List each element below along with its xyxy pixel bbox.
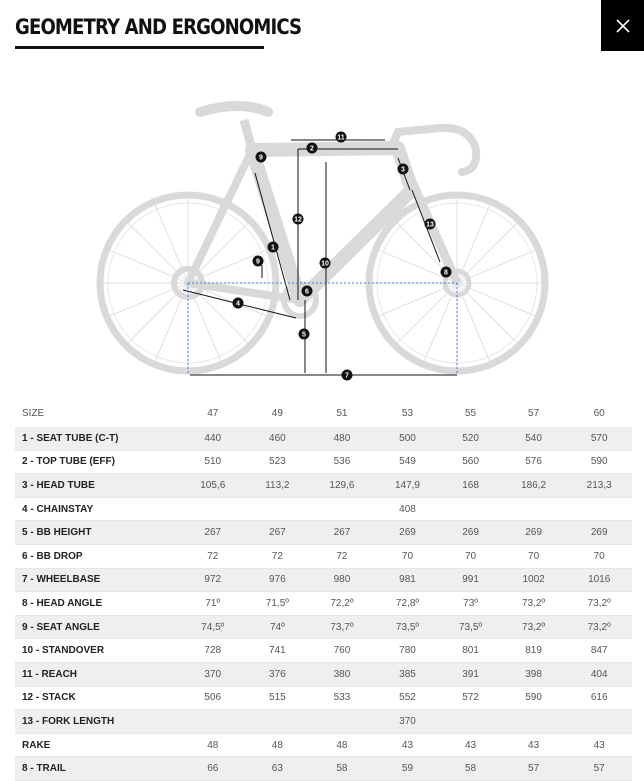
marker-12 [293,214,304,225]
row-label: 11 - REACH [15,662,180,686]
table-cell: 267 [180,521,246,545]
size-header: SIZE [22,407,45,419]
table-cell [440,710,501,734]
table-cell: 213,3 [566,474,632,498]
table-cell: 980 [309,568,375,592]
table-cell: 72 [246,544,310,568]
table-cell: 370 [375,710,441,734]
marker-5 [299,329,310,340]
table-cell: 147,9 [375,474,441,498]
marker-12-label: 12 [294,216,302,224]
table-cell: 572 [440,686,501,710]
table-row [15,662,632,686]
table-cell: 57 [566,757,632,781]
table-cell: 267 [309,521,375,545]
table-cell: 500 [375,427,441,450]
row-label: 8 - TRAIL [15,757,180,781]
table-cell: 570 [566,427,632,450]
table-cell: 819 [501,639,567,663]
table-cell: 73,2º [566,592,632,616]
table-cell: 576 [501,450,567,474]
size-col-header: 60 [593,407,605,419]
marker-2-label: 2 [310,145,314,153]
table-cell: 70 [501,544,567,568]
table-cell: 616 [566,686,632,710]
table-cell: 267 [246,521,310,545]
table-cell: 48 [180,733,246,757]
table-cell: 533 [309,686,375,710]
table-cell: 168 [440,474,501,498]
table-cell: 536 [309,450,375,474]
table-cell: 48 [246,733,310,757]
marker-1 [268,242,279,253]
row-label: 2 - TOP TUBE (EFF) [15,450,180,474]
measurement-lines [183,140,457,375]
page-header [15,12,348,42]
table-cell: 549 [375,450,441,474]
table-cell: 70 [440,544,501,568]
table-cell: 58 [440,757,501,781]
table-cell: 440 [180,427,246,450]
table-cell [440,497,501,521]
table-cell: 74,5º [180,615,246,639]
table-row [15,710,632,734]
table-cell: 590 [566,450,632,474]
table-row [15,568,632,592]
table-cell: 58 [309,757,375,781]
table-row [15,521,632,545]
marker-13 [425,219,436,230]
marker-7 [342,370,353,381]
table-cell: 48 [309,733,375,757]
table-cell: 269 [440,521,501,545]
table-row [15,450,632,474]
table-cell: 70 [566,544,632,568]
marker-4-label: 4 [236,300,240,308]
size-col-header: 51 [336,407,348,419]
table-header-row [15,399,632,427]
table-cell: 73,2º [501,615,567,639]
table-cell: 972 [180,568,246,592]
table-cell: 515 [246,686,310,710]
row-label: 7 - WHEELBASE [15,568,180,592]
table-row [15,497,632,521]
marker-2 [307,143,318,154]
marker-9-bottom [253,256,264,267]
table-cell: 1016 [566,568,632,592]
table-row [15,474,632,498]
marker-6 [302,286,313,297]
geometry-table [15,399,632,781]
table-cell: 73,7º [309,615,375,639]
close-icon [616,19,630,33]
row-label: 10 - STANDOVER [15,639,180,663]
marker-13-label: 13 [426,221,434,229]
table-cell: 73º [440,592,501,616]
table-cell [309,497,375,521]
row-label: 9 - SEAT ANGLE [15,615,180,639]
table-cell: 71º [180,592,246,616]
table-cell: 976 [246,568,310,592]
table-cell: 398 [501,662,567,686]
table-cell: 43 [501,733,567,757]
table-cell: 391 [440,662,501,686]
table-cell: 506 [180,686,246,710]
table-row [15,639,632,663]
marker-8-label: 8 [444,269,448,277]
table-cell: 460 [246,427,310,450]
marker-1-label: 1 [271,244,275,252]
table-cell: 72 [309,544,375,568]
size-col-header: 49 [271,407,283,419]
marker-10 [320,258,331,269]
bike-geometry-diagram [0,90,644,390]
marker-10-label: 10 [321,260,329,268]
table-cell: 71,5º [246,592,310,616]
table-cell: 728 [180,639,246,663]
table-row [15,615,632,639]
table-row [15,427,632,450]
table-cell [566,710,632,734]
row-label: 3 - HEAD TUBE [15,474,180,498]
title-underline [15,46,264,49]
marker-3 [398,164,409,175]
table-cell: 760 [309,639,375,663]
size-col-header: 55 [464,407,477,419]
marker-6-label: 6 [305,288,309,296]
table-row [15,686,632,710]
table-cell: 480 [309,427,375,450]
table-cell: 520 [440,427,501,450]
row-label: 4 - CHAINSTAY [15,497,180,521]
table-cell: 523 [246,450,310,474]
table-cell: 73,5º [440,615,501,639]
marker-5-label: 5 [302,331,306,339]
table-cell: 385 [375,662,441,686]
row-label: RAKE [15,733,180,757]
table-cell: 1002 [501,568,567,592]
row-label: 12 - STACK [15,686,180,710]
table-cell: 847 [566,639,632,663]
table-cell: 370 [180,662,246,686]
table-cell: 43 [566,733,632,757]
table-cell: 981 [375,568,441,592]
table-cell: 380 [309,662,375,686]
table-row [15,733,632,757]
table-cell: 43 [440,733,501,757]
table-cell [566,497,632,521]
table-cell [501,710,567,734]
marker-9a-label: 9 [259,154,263,162]
table-cell: 70 [375,544,441,568]
row-label: 5 - BB HEIGHT [15,521,180,545]
table-cell: 57 [501,757,567,781]
table-cell: 129,6 [309,474,375,498]
table-cell: 73,2º [566,615,632,639]
table-cell: 741 [246,639,310,663]
close-button[interactable] [601,0,644,51]
table-cell: 72,8º [375,592,441,616]
table-cell: 269 [375,521,441,545]
marker-11 [336,132,347,143]
table-cell [180,710,246,734]
table-cell: 376 [246,662,310,686]
row-label: 6 - BB DROP [15,544,180,568]
table-cell: 269 [501,521,567,545]
marker-4 [233,298,244,309]
marker-8 [441,267,452,278]
row-label: 8 - HEAD ANGLE [15,592,180,616]
table-cell: 801 [440,639,501,663]
marker-11-label: 11 [337,134,345,142]
table-cell [246,710,310,734]
table-cell: 560 [440,450,501,474]
marker-9-top [256,152,267,163]
table-cell [501,497,567,521]
table-cell: 186,2 [501,474,567,498]
table-cell: 510 [180,450,246,474]
table-row [15,544,632,568]
table-cell: 63 [246,757,310,781]
marker-7-label: 7 [345,372,349,380]
bike-silhouette [100,106,545,371]
page-title: GEOMETRY AND ERGONOMICS [15,15,302,39]
table-cell: 780 [375,639,441,663]
table-cell [246,497,310,521]
table-cell: 991 [440,568,501,592]
marker-9b-label: 9 [256,258,260,266]
size-col-header: 47 [207,407,219,419]
table-cell: 540 [501,427,567,450]
table-cell: 269 [566,521,632,545]
table-cell: 408 [375,497,441,521]
table-cell: 74º [246,615,310,639]
table-cell: 590 [501,686,567,710]
table-cell [309,710,375,734]
table-cell: 59 [375,757,441,781]
table-cell: 404 [566,662,632,686]
table-cell: 105,6 [180,474,246,498]
table-cell: 72,2º [309,592,375,616]
table-cell: 66 [180,757,246,781]
table-cell [180,497,246,521]
table-cell: 43 [375,733,441,757]
table-row [15,757,632,781]
table-cell: 73,5º [375,615,441,639]
table-cell: 72 [180,544,246,568]
marker-3-label: 3 [401,166,405,174]
size-col-header: 53 [401,407,414,419]
table-cell: 73,2º [501,592,567,616]
size-col-header: 57 [528,407,540,419]
row-label: 13 - FORK LENGTH [15,710,180,734]
table-row [15,592,632,616]
row-label: 1 - SEAT TUBE (C-T) [15,427,180,450]
table-cell: 552 [375,686,441,710]
table-cell: 113,2 [246,474,310,498]
